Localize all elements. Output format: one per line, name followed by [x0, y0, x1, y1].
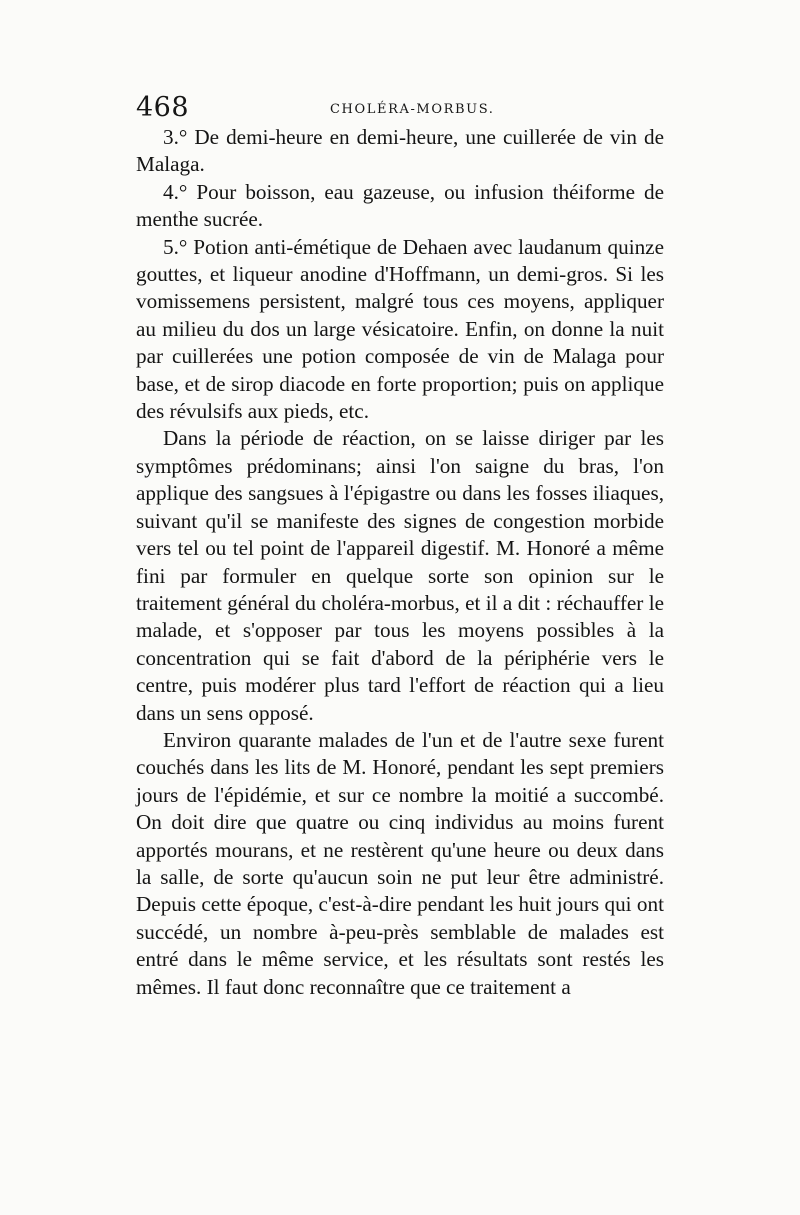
- paragraph-reaction: Dans la période de réaction, on se laisse diriger par les symptômes prédominans; ainsi l'on saigne du bras, l'on applique des sangsues à l'épigastre ou dans les fosses iliaques, suivant qu'il se manifeste des signes de congestion morbide vers tel ou tel point de l'appareil digestif. M. Honoré a même fini par formuler en quelque sorte son opinion sur le traitement général du choléra-morbus, et il a dit : réchauffer le malade, et s'opposer par tous les moyens possibles à la concentration qui se fait d'abord de la périphérie vers le centre, puis modérer plus tard l'effort de réaction qui a lieu dans un sens opposé.: [136, 426, 664, 725]
- paragraph-item-5: 5.° Potion anti-émétique de Dehaen avec laudanum quinze gouttes, et liqueur anodine d'Hoffmann, un demi-gros. Si les vomissemens persistent, malgré tous ces moyens, appliquer au milieu du dos un large vésicatoire. Enfin, on donne la nuit par cuillerées une potion composée de vin de Malaga pour base, et de sirop diacode en forte proportion; puis on applique des révulsifs aux pieds, etc.: [136, 234, 664, 424]
- paragraph-item-3: 3.° De demi-heure en demi-heure, une cuillerée de vin de Malaga.: [136, 125, 664, 177]
- page-header: [136, 92, 666, 124]
- paragraph-patients: Environ quarante malades de l'un et de l'autre sexe furent couchés dans les lits de M. Honoré, pendant les sept premiers jours de l'épidémie, et sur ce nombre la moitié a succombé. On doit dire que quatre ou cinq individus au moins furent apportés mourans, et ne restèrent qu'une heure ou deux dans la salle, de sorte qu'aucun soin ne put leur être administré. Depuis cette époque, c'est-à-dire pendant les huit jours qui ont succédé, un nombre à-peu-près semblable de malades est entré dans le même service, et les résultats sont restés les mêmes. Il faut donc reconnaître que ce traitement a: [136, 727, 664, 999]
- paragraph-item-4: 4.° Pour boisson, eau gazeuse, ou infusion théiforme de menthe sucrée.: [136, 179, 664, 232]
- running-head: CHOLÉRA-MORBUS.: [330, 102, 495, 117]
- page-number: 468: [136, 92, 190, 123]
- body-text: [136, 124, 664, 1001]
